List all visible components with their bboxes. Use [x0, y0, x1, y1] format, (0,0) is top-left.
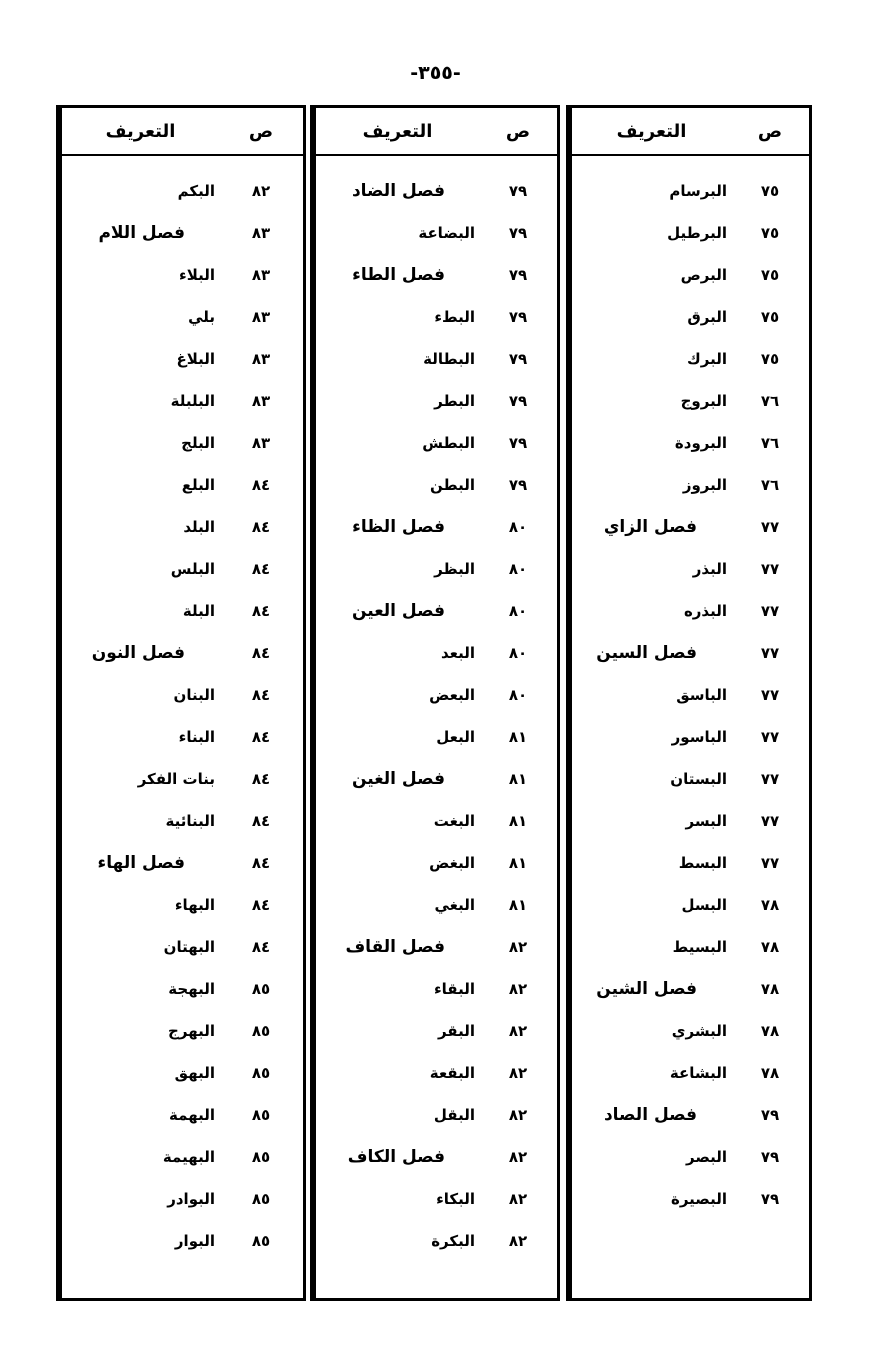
term-entry: البرص [680, 266, 727, 284]
term-entry: البسط [678, 854, 727, 872]
term-entry: البلس [170, 560, 215, 578]
section-heading: فصل الظاء [352, 517, 445, 537]
page-ref: ٧٩ [508, 224, 528, 242]
term-entry: البشري [671, 1022, 727, 1040]
section-heading: فصل الضاد [351, 181, 445, 201]
term-entry: الباسق [676, 686, 727, 704]
section-heading: فصل الزاي [603, 517, 697, 537]
term-entry: البرسام [669, 182, 727, 200]
term-entry: البلة [182, 602, 215, 620]
page-ref: ٨٥ [251, 980, 271, 998]
page-ref: ٨٤ [251, 644, 271, 662]
page-ref: ٧٧ [760, 770, 780, 788]
page-ref: ٧٩ [508, 434, 528, 452]
page-ref: ٨٤ [251, 938, 271, 956]
term-entry: البغض [429, 854, 475, 872]
term-entry: البسيط [672, 938, 727, 956]
term-list [572, 156, 731, 1220]
term-entry: البطالة [423, 350, 475, 368]
page-ref: ٨٢ [508, 1106, 528, 1124]
page-ref: ٧٦ [760, 434, 780, 452]
page-ref: ٧٩ [508, 308, 528, 326]
page-header: ص [219, 108, 303, 156]
term-entry: البكاء [436, 1190, 475, 1208]
term-list [62, 156, 219, 1262]
term-entry: البلاء [179, 266, 215, 284]
page-ref: ٨٤ [251, 602, 271, 620]
term-entry: البعل [436, 728, 475, 746]
page-ref: ٧٦ [760, 476, 780, 494]
term-entry: البهتان [163, 938, 215, 956]
page-ref: ٨٤ [251, 728, 271, 746]
page-ref: ٧٧ [760, 518, 780, 536]
page-ref: ٧٥ [760, 308, 780, 326]
section-heading: فصل النون [91, 643, 185, 663]
page-ref: ٧٩ [508, 266, 528, 284]
section-heading: فصل الصاد [603, 1105, 697, 1125]
page-ref: ٨٥ [251, 1232, 271, 1250]
page-ref: ٨٠ [508, 644, 528, 662]
page-ref: ٧٥ [760, 224, 780, 242]
section-heading: فصل الطاء [352, 265, 445, 285]
term-entry: البرودة [674, 434, 727, 452]
term-entry: البكرة [431, 1232, 475, 1250]
page-ref: ٨٣ [251, 350, 271, 368]
index-table-middle [310, 105, 560, 1301]
term-entry: البهمة [169, 1106, 215, 1124]
page-ref: ٨٥ [251, 1064, 271, 1082]
page-ref: ٧٨ [760, 896, 780, 914]
page-ref: ٨٥ [251, 1190, 271, 1208]
term-entry: البسر [685, 812, 727, 830]
term-entry: البعض [429, 686, 475, 704]
term-entry: البغي [434, 896, 475, 914]
term-entry: البوادر [167, 1190, 215, 1208]
page-ref: ٨١ [508, 854, 528, 872]
term-header: التعريف [316, 108, 479, 156]
term-entry: البقعة [429, 1064, 475, 1082]
section-heading: فصل السين [596, 643, 697, 663]
term-entry: البصيرة [671, 1190, 727, 1208]
page-column [731, 108, 809, 1298]
page-ref: ٧٧ [760, 644, 780, 662]
page-list [219, 156, 303, 1262]
term-entry: بنات الفكر [137, 770, 215, 788]
term-entry: البطر [434, 392, 475, 410]
term-entry: البذره [683, 602, 727, 620]
page-header: ص [731, 108, 809, 156]
term-entry: البطش [422, 434, 475, 452]
term-entry: البظر [434, 560, 475, 578]
page-ref: ٨٢ [508, 1022, 528, 1040]
term-entry: البصر [685, 1148, 727, 1166]
page-column [479, 108, 557, 1298]
term-entry: البلع [181, 476, 215, 494]
page-ref: ٧٩ [508, 476, 528, 494]
term-entry: البكم [177, 182, 215, 200]
term-entry: بلي [188, 308, 215, 326]
page-ref: ٧٩ [508, 350, 528, 368]
term-entry: البهجة [168, 980, 215, 998]
term-entry: البطء [434, 308, 475, 326]
page-ref: ٧٧ [760, 812, 780, 830]
page-ref: ٨٥ [251, 1148, 271, 1166]
term-entry: البلج [181, 434, 215, 452]
page-list [479, 156, 557, 1262]
section-heading: فصل الهاء [97, 853, 185, 873]
page-ref: ٨٤ [251, 476, 271, 494]
page-ref: ٧٧ [760, 602, 780, 620]
page-ref: ٨٥ [251, 1022, 271, 1040]
section-heading: فصل الشين [596, 979, 697, 999]
page-ref: ٨٠ [508, 686, 528, 704]
page-ref: ٨٢ [508, 1148, 528, 1166]
page-ref: ٨٤ [251, 854, 271, 872]
page-ref: ٧٥ [760, 182, 780, 200]
page-ref: ٨٢ [251, 182, 271, 200]
term-entry: البرق [687, 308, 727, 326]
page-column [219, 108, 303, 1298]
page-ref: ٨١ [508, 728, 528, 746]
term-entry: البهق [174, 1064, 215, 1082]
term-entry: البقر [437, 1022, 475, 1040]
page-ref: ٨٤ [251, 518, 271, 536]
term-entry: البنان [173, 686, 215, 704]
index-table-left [56, 105, 306, 1301]
page-ref: ٧٨ [760, 938, 780, 956]
page-ref: ٨٠ [508, 518, 528, 536]
term-entry: البضاعة [418, 224, 475, 242]
page-ref: ٨٤ [251, 896, 271, 914]
page-ref: ٨٣ [251, 434, 271, 452]
term-entry: البلبلة [170, 392, 215, 410]
section-heading: فصل القاف [345, 937, 445, 957]
term-entry: البهرج [168, 1022, 215, 1040]
term-entry: البروز [682, 476, 727, 494]
page-ref: ٧٨ [760, 1022, 780, 1040]
page-ref: ٨٥ [251, 1106, 271, 1124]
term-entry: البوار [174, 1232, 215, 1250]
page-ref: ٨٠ [508, 602, 528, 620]
term-entry: البناء [178, 728, 215, 746]
term-entry: البذر [692, 560, 727, 578]
page-ref: ٨٤ [251, 812, 271, 830]
page-ref: ٨٢ [508, 1232, 528, 1250]
term-list [316, 156, 479, 1262]
page-ref: ٧٧ [760, 854, 780, 872]
page-ref: ٨١ [508, 812, 528, 830]
page-ref: ٧٦ [760, 392, 780, 410]
section-heading: فصل العين [351, 601, 445, 621]
term-entry: البعد [440, 644, 475, 662]
term-entry: البشاعة [669, 1064, 727, 1082]
section-heading: فصل اللام [98, 223, 185, 243]
page-ref: ٨٤ [251, 770, 271, 788]
index-table-right [566, 105, 812, 1301]
term-entry: البلد [183, 518, 215, 536]
page-ref: ٧٨ [760, 980, 780, 998]
term-entry: البرطيل [667, 224, 727, 242]
page-ref: ٧٨ [760, 1064, 780, 1082]
page-list [731, 156, 809, 1220]
page-ref: ٧٧ [760, 560, 780, 578]
term-entry: البغت [433, 812, 475, 830]
term-entry: البطن [429, 476, 475, 494]
page-ref: ٨٣ [251, 392, 271, 410]
term-entry: البقاء [434, 980, 475, 998]
page-ref: ٨١ [508, 770, 528, 788]
section-heading: فصل الكاف [347, 1147, 445, 1167]
page-ref: ٨٣ [251, 266, 271, 284]
page-ref: ٧٥ [760, 266, 780, 284]
page-ref: ٨٠ [508, 560, 528, 578]
page-ref: ٧٥ [760, 350, 780, 368]
term-entry: البستان [670, 770, 727, 788]
page-ref: ٧٩ [508, 392, 528, 410]
term-entry: البلاغ [176, 350, 215, 368]
page-ref: ٧٧ [760, 728, 780, 746]
section-heading: فصل الغين [351, 769, 445, 789]
term-entry: الباسور [671, 728, 727, 746]
page-ref: ٨٣ [251, 224, 271, 242]
term-column [313, 108, 479, 1298]
page-number: -٣٥٥- [410, 62, 461, 84]
page-ref: ٧٩ [760, 1106, 780, 1124]
term-entry: البنائية [165, 812, 215, 830]
term-entry: البقل [433, 1106, 475, 1124]
page-ref: ٨٤ [251, 560, 271, 578]
page-ref: ٧٩ [760, 1190, 780, 1208]
term-entry: البرك [687, 350, 727, 368]
page-ref: ٨٢ [508, 980, 528, 998]
term-column [59, 108, 219, 1298]
page-ref: ٧٩ [760, 1148, 780, 1166]
term-entry: البهيمة [162, 1148, 215, 1166]
page-ref: ٧٧ [760, 686, 780, 704]
term-header: التعريف [62, 108, 219, 156]
term-entry: البهاء [174, 896, 215, 914]
page-ref: ٨٢ [508, 1190, 528, 1208]
page-ref: ٨١ [508, 896, 528, 914]
term-entry: البسل [681, 896, 727, 914]
term-header: التعريف [572, 108, 731, 156]
term-column [569, 108, 731, 1298]
page-ref: ٨٢ [508, 938, 528, 956]
page-ref: ٨٣ [251, 308, 271, 326]
page-ref: ٨٤ [251, 686, 271, 704]
page-ref: ٧٩ [508, 182, 528, 200]
page-ref: ٨٢ [508, 1064, 528, 1082]
page-header: ص [479, 108, 557, 156]
term-entry: البروج [680, 392, 727, 410]
